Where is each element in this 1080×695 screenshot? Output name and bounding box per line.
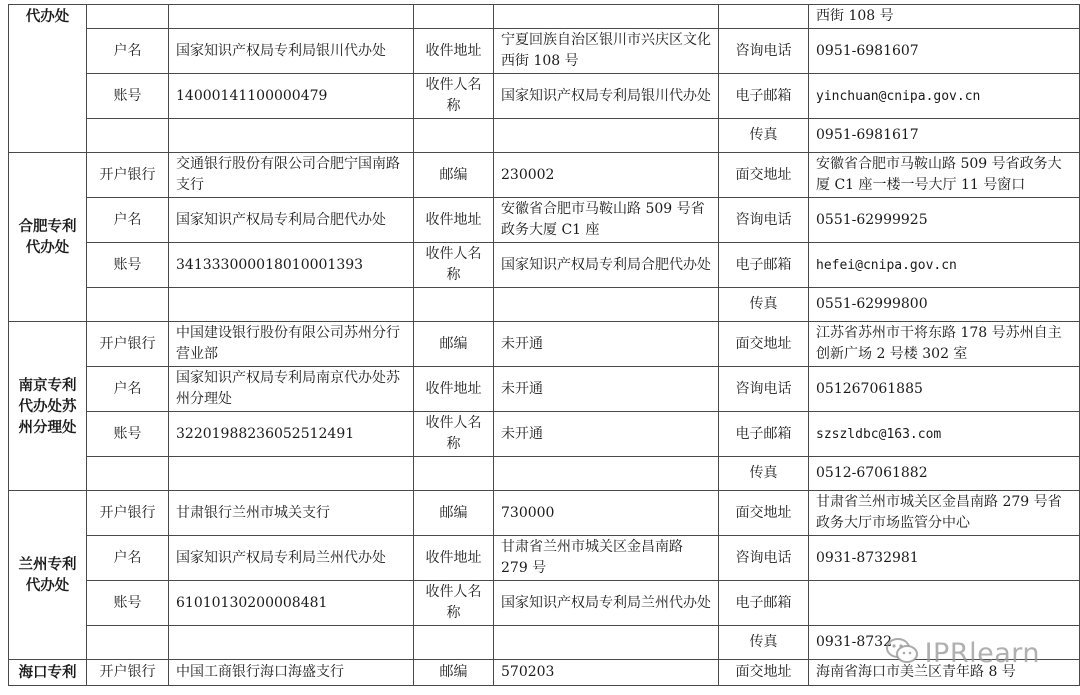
account-number-label: 账号: [87, 243, 169, 288]
inperson-address-value: 甘肃省兰州市城关区金昌南路 279 号省政务大厅市场监管分中心: [809, 491, 1080, 536]
table-row: [9, 153, 1080, 198]
fax-label: 传真: [719, 119, 809, 153]
office-name: 合肥专利代办处: [9, 153, 87, 322]
empty-cell: [169, 288, 414, 322]
account-number-value: 341333000018010001393: [169, 243, 414, 288]
bank-label: 开户银行: [87, 322, 169, 367]
email-value: yinchuan@cnipa.gov.cn: [809, 74, 1080, 119]
account-name-value: 国家知识产权局专利局兰州代办处: [169, 536, 414, 581]
table-row: [9, 198, 1080, 243]
bank-value: 中国工商银行海口海盛支行: [169, 660, 414, 686]
email-value: [809, 581, 1080, 626]
phone-value: 0551-62999925: [809, 198, 1080, 243]
inperson-address-label: 面交地址: [719, 491, 809, 536]
table-row: [9, 243, 1080, 288]
fax-value: 0512-67061882: [809, 457, 1080, 491]
empty-cell: [719, 5, 809, 29]
inperson-address-value: 西街 108 号: [809, 5, 1080, 29]
bank-value: 甘肃银行兰州市城关支行: [169, 491, 414, 536]
mailing-address-label: 收件地址: [414, 536, 494, 581]
fax-value: 0551-62999800: [809, 288, 1080, 322]
table-row: [9, 491, 1080, 536]
mailing-address-label: 收件地址: [414, 29, 494, 74]
table-row: [9, 412, 1080, 457]
table-row: [9, 660, 1080, 686]
account-name-label: 户名: [87, 367, 169, 412]
postcode-value: 570203: [494, 660, 719, 686]
account-number-value: 61010130200008481: [169, 581, 414, 626]
bank-value: 交通银行股份有限公司合肥宁国南路支行: [169, 153, 414, 198]
table-row: [9, 367, 1080, 412]
account-name-value: 国家知识产权局专利局合肥代办处: [169, 198, 414, 243]
phone-label: 咨询电话: [719, 536, 809, 581]
recipient-value: 未开通: [494, 412, 719, 457]
table-row: [9, 288, 1080, 322]
email-value: szszldbc@163.com: [809, 412, 1080, 457]
recipient-label: 收件人名称: [414, 581, 494, 626]
recipient-value: 国家知识产权局专利局兰州代办处: [494, 581, 719, 626]
postcode-label: 邮编: [414, 153, 494, 198]
fax-value: 0951-6981617: [809, 119, 1080, 153]
office-name: 海口专利: [9, 660, 87, 686]
fax-value: 0931-8732: [809, 626, 1080, 660]
table-row: [9, 119, 1080, 153]
email-label: 电子邮箱: [719, 412, 809, 457]
empty-cell: [169, 119, 414, 153]
mailing-address-value: 宁夏回族自治区银川市兴庆区文化西街 108 号: [494, 29, 719, 74]
table-row: [9, 74, 1080, 119]
table-row: [9, 626, 1080, 660]
postcode-value: 230002: [494, 153, 719, 198]
postcode-label: 邮编: [414, 322, 494, 367]
postcode-value: 730000: [494, 491, 719, 536]
empty-cell: [494, 119, 719, 153]
empty-cell: [87, 457, 169, 491]
account-number-value: 32201988236052512491: [169, 412, 414, 457]
account-number-value: 14000141100000479: [169, 74, 414, 119]
table-row: [9, 581, 1080, 626]
account-name-label: 户名: [87, 536, 169, 581]
empty-cell: [414, 288, 494, 322]
phone-value: 0951-6981607: [809, 29, 1080, 74]
postcode-value: 未开通: [494, 322, 719, 367]
empty-cell: [414, 5, 494, 29]
inperson-address-value: 安徽省合肥市马鞍山路 509 号省政务大厦 C1 座一楼一号大厅 11 号窗口: [809, 153, 1080, 198]
empty-cell: [169, 626, 414, 660]
bank-label: 开户银行: [87, 660, 169, 686]
email-label: 电子邮箱: [719, 74, 809, 119]
fax-label: 传真: [719, 626, 809, 660]
phone-value: 051267061885: [809, 367, 1080, 412]
inperson-address-value: 江苏省苏州市干将东路 178 号苏州自主创新广场 2 号楼 302 室: [809, 322, 1080, 367]
empty-cell: [87, 626, 169, 660]
office-name: 代办处: [9, 5, 87, 153]
empty-cell: [494, 626, 719, 660]
empty-cell: [87, 288, 169, 322]
phone-label: 咨询电话: [719, 29, 809, 74]
account-name-label: 户名: [87, 29, 169, 74]
empty-cell: [87, 119, 169, 153]
inperson-address-label: 面交地址: [719, 322, 809, 367]
inperson-address-label: 面交地址: [719, 153, 809, 198]
fax-label: 传真: [719, 288, 809, 322]
mailing-address-label: 收件地址: [414, 198, 494, 243]
recipient-label: 收件人名称: [414, 74, 494, 119]
email-label: 电子邮箱: [719, 581, 809, 626]
patent-agency-table: [8, 4, 1080, 686]
mailing-address-label: 收件地址: [414, 367, 494, 412]
account-number-label: 账号: [87, 581, 169, 626]
phone-label: 咨询电话: [719, 198, 809, 243]
watermark-text: IPRlearn: [924, 637, 1040, 669]
bank-label: 开户银行: [87, 491, 169, 536]
table-row: [9, 322, 1080, 367]
table-row: [9, 29, 1080, 74]
office-name: 南京专利代办处苏州分理处: [9, 322, 87, 491]
empty-cell: [494, 288, 719, 322]
phone-label: 咨询电话: [719, 367, 809, 412]
recipient-label: 收件人名称: [414, 412, 494, 457]
account-number-label: 账号: [87, 412, 169, 457]
empty-cell: [494, 5, 719, 29]
account-name-value: 国家知识产权局专利局南京代办处苏州分理处: [169, 367, 414, 412]
fax-label: 传真: [719, 457, 809, 491]
account-number-label: 账号: [87, 74, 169, 119]
postcode-label: 邮编: [414, 660, 494, 686]
recipient-label: 收件人名称: [414, 243, 494, 288]
account-name-value: 国家知识产权局专利局银川代办处: [169, 29, 414, 74]
empty-cell: [169, 5, 414, 29]
empty-cell: [414, 626, 494, 660]
bank-label: 开户银行: [87, 153, 169, 198]
empty-cell: [494, 457, 719, 491]
table-row: [9, 536, 1080, 581]
table-row: [9, 5, 1080, 29]
office-name: 兰州专利代办处: [9, 491, 87, 660]
empty-cell: [414, 457, 494, 491]
mailing-address-value: 安徽省合肥市马鞍山路 509 号省政务大厦 C1 座: [494, 198, 719, 243]
inperson-address-value: 海南省海口市美兰区青年路 8 号: [809, 660, 1080, 686]
account-name-label: 户名: [87, 198, 169, 243]
phone-value: 0931-8732981: [809, 536, 1080, 581]
postcode-label: 邮编: [414, 491, 494, 536]
email-value: hefei@cnipa.gov.cn: [809, 243, 1080, 288]
empty-cell: [414, 119, 494, 153]
bank-value: 中国建设银行股份有限公司苏州分行营业部: [169, 322, 414, 367]
inperson-address-label: 面交地址: [719, 660, 809, 686]
recipient-value: 国家知识产权局专利局合肥代办处: [494, 243, 719, 288]
empty-cell: [87, 5, 169, 29]
mailing-address-value: 甘肃省兰州市城关区金昌南路 279 号: [494, 536, 719, 581]
mailing-address-value: 未开通: [494, 367, 719, 412]
table-row: [9, 457, 1080, 491]
recipient-value: 国家知识产权局专利局银川代办处: [494, 74, 719, 119]
email-label: 电子邮箱: [719, 243, 809, 288]
empty-cell: [169, 457, 414, 491]
